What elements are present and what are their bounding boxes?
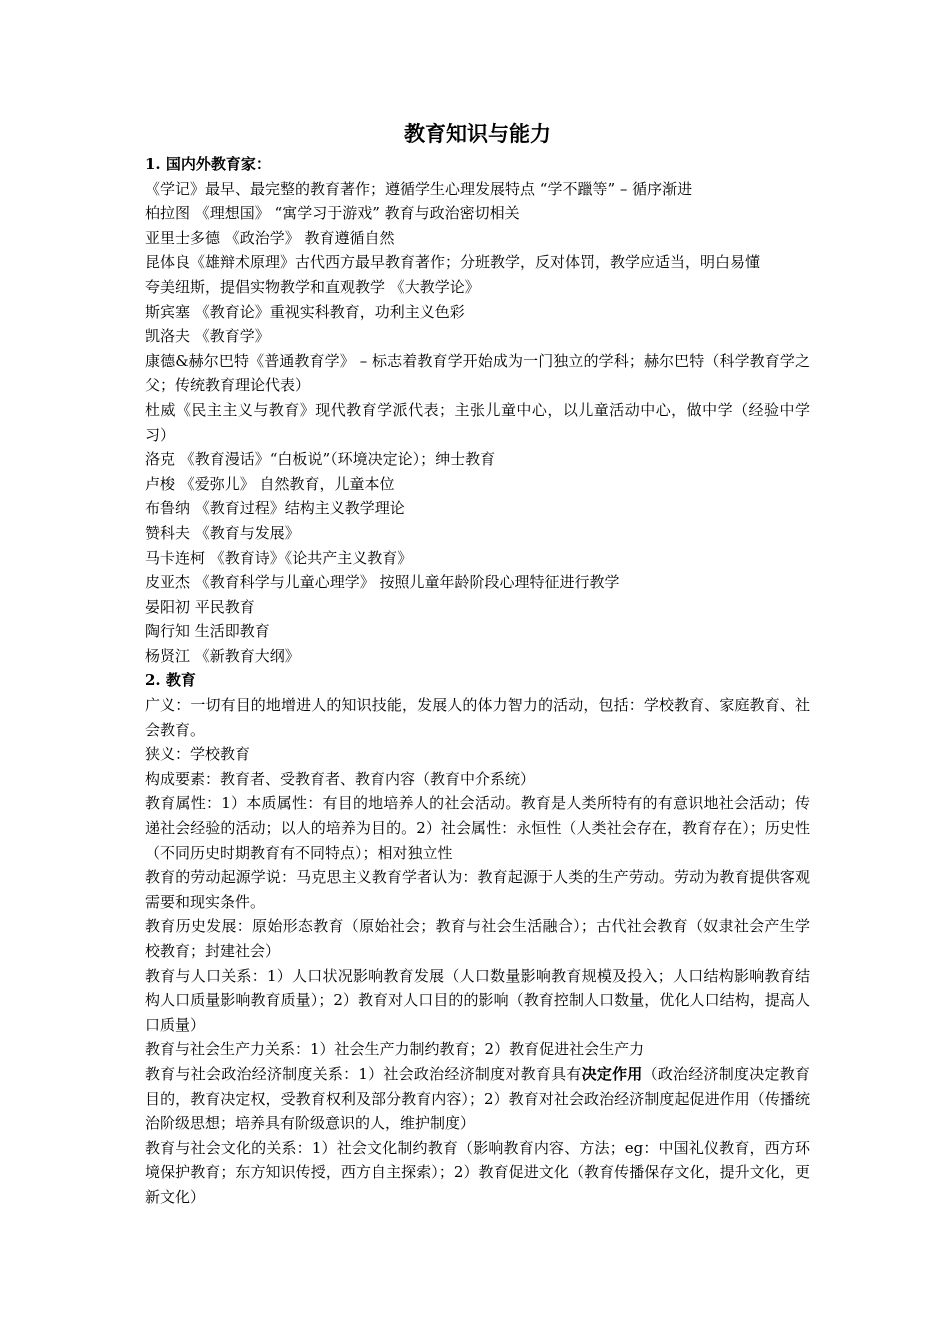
text-paragraph: 教育与社会文化的关系：1）社会文化制约教育（影响教育内容、方法；eg：中国礼仪教育，西方环境保护教育；东方知识传授，西方自主探索）；2）教育促进文化（教育传播保存文化，提升文化，更新文化） xyxy=(145,1138,810,1206)
text-line: 马卡连柯 《教育诗》《论共产主义教育》 xyxy=(145,548,413,567)
text-paragraph: 教育属性：1）本质属性：有目的地培养人的社会活动。教育是人类所特有的有意识地社会活动；传递社会经验的活动；以人的培养为目的。2）社会属性：永恒性（人类社会存在，教育存在）；历史性（不同历史时期教育有不同特点）；相对独立性 xyxy=(145,794,810,862)
document-page xyxy=(145,120,810,1210)
text-line: 斯宾塞 《教育论》重视实科教育，功利主义色彩 xyxy=(145,302,465,321)
text-paragraph: 狭义：学校教育 xyxy=(145,745,251,764)
section-heading-education: 2. 教育 xyxy=(145,671,196,690)
text-line: 夸美纽斯，提倡实物教学和直观教学 《大教学论》 xyxy=(145,277,480,296)
text-line: 卢梭 《爱弥儿》 自然教育，儿童本位 xyxy=(145,474,395,493)
text-line: 陶行知 生活即教育 xyxy=(145,622,270,641)
text-line: 凯洛夫 《教育学》 xyxy=(145,327,270,346)
text-line: 《学记》最早、最完整的教育著作；遵循学生心理发展特点 “学不躐等” – 循序渐进 xyxy=(145,179,693,198)
text-paragraph: 杜威《民主主义与教育》现代教育学派代表；主张儿童中心，以儿童活动中心，做中学（经验中学习） xyxy=(145,400,810,444)
text-paragraph: 教育的劳动起源学说：马克思主义教育学者认为：教育起源于人类的生产劳动。劳动为教育提供客观需要和现实条件。 xyxy=(145,868,810,911)
text-line: 杨贤江 《新教育大纲》 xyxy=(145,646,300,665)
text-paragraph: 教育与社会生产力关系：1）社会生产力制约教育；2）教育促进社会生产力 xyxy=(145,1040,645,1059)
text-paragraph: 康德&赫尔巴特《普通教育学》 – 标志着教育学开始成为一门独立的学科；赫尔巴特（科学教育学之父；传统教育理论代表） xyxy=(145,351,810,395)
text-paragraph: 构成要素：教育者、受教育者、教育内容（教育中介系统） xyxy=(145,769,536,788)
text-line: 皮亚杰 《教育科学与儿童心理学》 按照儿童年龄阶段心理特征进行教学 xyxy=(145,573,620,592)
emphasis-text: 决定作用 xyxy=(581,1064,643,1083)
text-line: 晏阳初 平民教育 xyxy=(145,597,255,616)
text-paragraph-politics xyxy=(145,1062,810,1136)
text-line: 昆体良《雄辩术原理》古代西方最早教育著作；分班教学，反对体罚，教学应适当，明白易懂 xyxy=(145,253,761,272)
text-paragraph: 教育与人口关系：1）人口状况影响教育发展（人口数量影响教育规模及投入；人口结构影响教育结构人口质量影响教育质量）；2）教育对人口目的的影响（教育控制人口数量，优化人口结构，提高人口质量） xyxy=(145,966,810,1034)
text-line: 布鲁纳 《教育过程》结构主义教学理论 xyxy=(145,499,405,518)
text-line: 柏拉图 《理想国》 “寓学习于游戏” 教育与政治密切相关 xyxy=(145,204,520,223)
text-line: 亚里士多德 《政治学》 教育遵循自然 xyxy=(145,228,395,247)
text-paragraph: 广义：一切有目的地增进人的知识技能，发展人的体力智力的活动，包括：学校教育、家庭教育、社会教育。 xyxy=(145,696,810,739)
text-paragraph: 教育历史发展：原始形态教育（原始社会；教育与社会生活融合）；古代社会教育（奴隶社会产生学校教育；封建社会） xyxy=(145,917,810,960)
document-title: 教育知识与能力 xyxy=(404,121,551,146)
text-span: （政治经济制度决定教育目的，教育决定权，受教育权利及部分教育内容）；2）教育对社会政治经济制度起促进作用（传播统治阶级思想；培养具有阶级意识的人，维护制度） xyxy=(145,1064,810,1133)
section-heading-educators: 1. 国内外教育家： xyxy=(145,155,271,173)
text-span: 教育与社会政治经济制度关系：1）社会政治经济制度对教育具有 xyxy=(145,1064,582,1083)
text-line: 赞科夫 《教育与发展》 xyxy=(145,523,300,542)
text-line: 洛克 《教育漫话》“白板说”（环境决定论）；绅士教育 xyxy=(145,450,496,469)
